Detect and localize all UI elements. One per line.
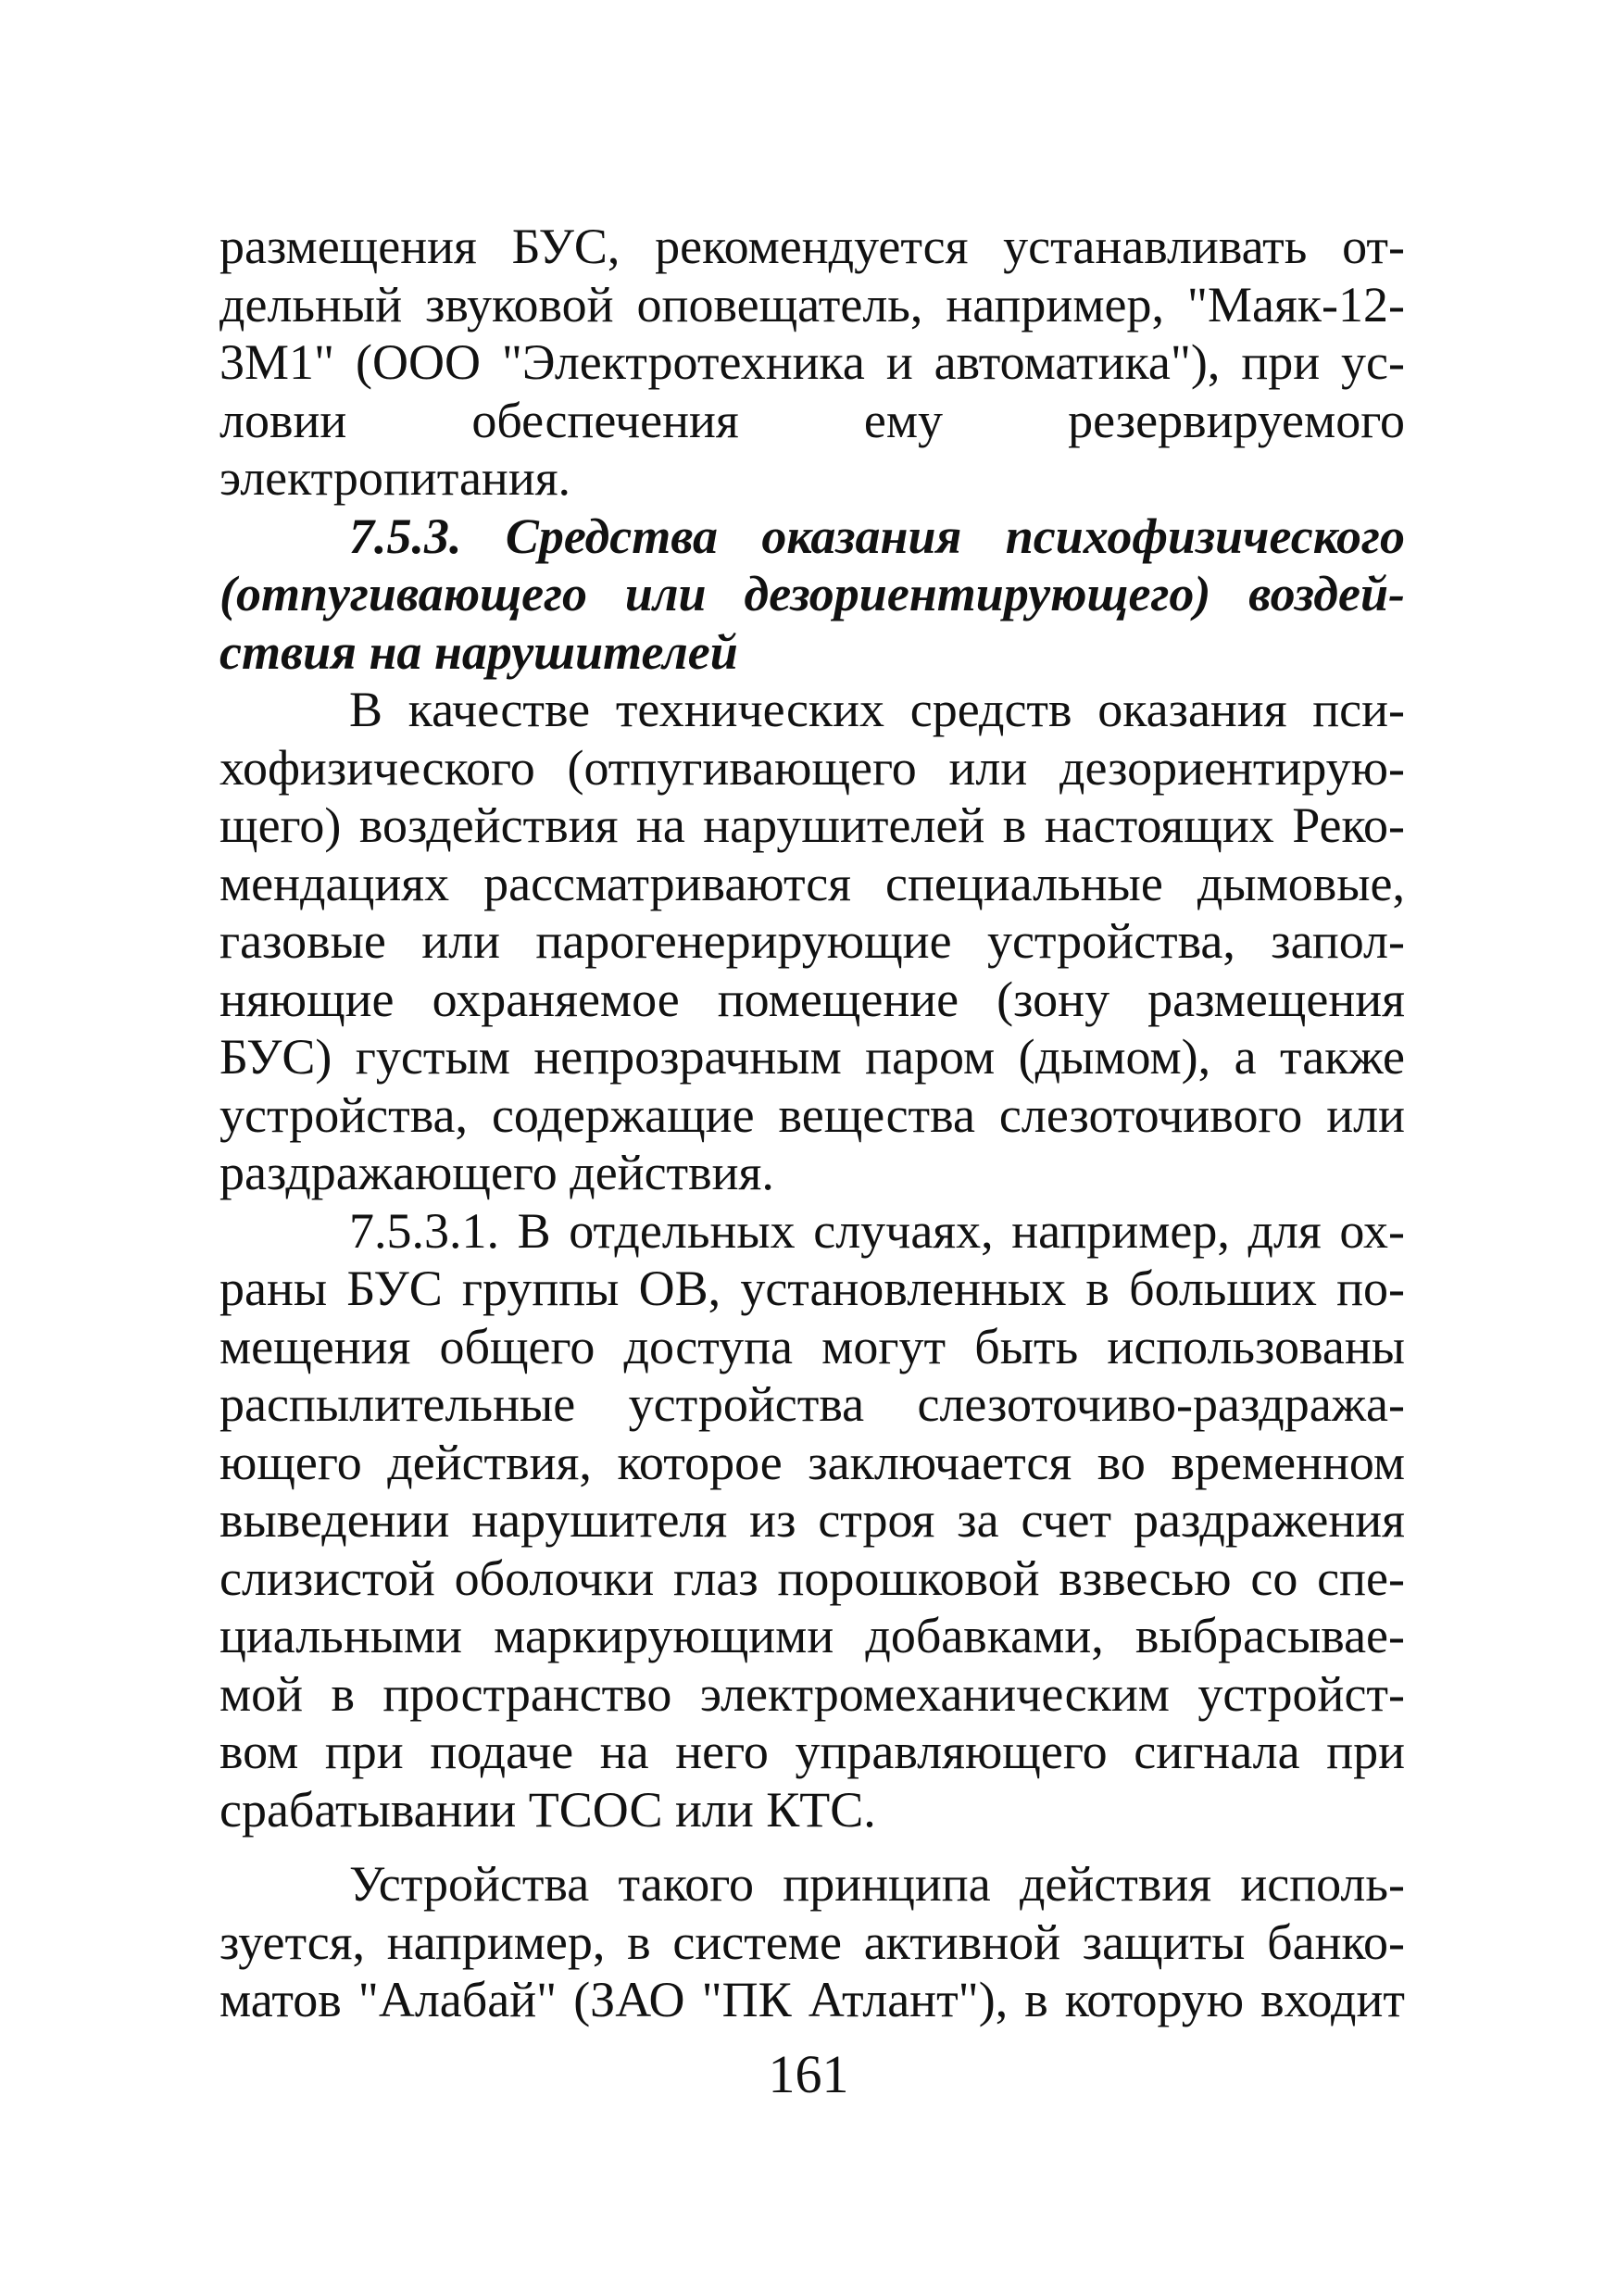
text-line: мещения общего доступа могут быть использованы [219,1318,1405,1374]
text-line: устройства, содержащие вещества слезоточивого или [219,1086,1405,1143]
text-line: распылительные устройства слезоточиво-раздража- [219,1376,1405,1432]
text-line: В качестве технических средств оказания пси- [349,682,1405,737]
text-line: выведении нарушителя из строя за счет раздражения [219,1492,1405,1548]
text-line: слизистой оболочки глаз порошковой взвесью со спе- [219,1549,1405,1606]
text-line: БУС) густым непрозрачным паром (дымом), а также [219,1029,1405,1085]
text-line: раздражающего действия. [219,1145,774,1200]
text-line: циальными маркирующими добавками, выбрасывае- [219,1608,1405,1663]
text-line: ловии обеспечения ему резервируемого электропитания. [219,392,1405,506]
text-line: ющего действия, которое заключается во временном [219,1434,1405,1490]
text-line: матов "Алабай" (ЗАО "ПК Атлант"), в которую входит [219,1972,1405,2027]
heading-line: (отпугивающего или дезориентирующего) воздей- [219,566,1405,621]
text-line: зуется, например, в системе активной защиты банко- [219,1913,1405,1970]
text-line: Устройства такого принципа действия исполь- [349,1856,1405,1912]
text-line: срабатывании ТСОС или КТС. [219,1781,876,1838]
page-number: 161 [768,2044,849,2104]
paragraph-7-5-3-1 [219,1202,1405,1839]
section-heading [219,508,1405,682]
heading-line: ствия на нарушителей [219,623,738,680]
text-line: 7.5.3.1. В отдельных случаях, например, для ох- [349,1202,1405,1259]
text-line: 3М1" (ООО "Электротехника и автоматика"), при ус- [219,334,1405,390]
text-line: мой в пространство электромеханическим устройст- [219,1665,1405,1722]
text-line: раны БУС группы ОВ, установленных в больших по- [219,1261,1405,1316]
text-line: мендациях рассматриваются специальные дымовые, [219,855,1405,911]
text-line: хофизического (отпугивающего или дезориентирую- [219,739,1405,796]
heading-line: 7.5.3. Средства оказания психофизического [349,508,1405,564]
paragraph-gap [219,1838,1405,1855]
text-line: размещения БУС, рекомендуется устанавливать от- [219,219,1405,274]
paragraph-continuation [219,218,1405,508]
text-line: щего) воздействия на нарушителей в настоящих Реко- [219,797,1405,853]
paragraph-intro [219,681,1405,1202]
page-body [219,218,1405,2029]
paragraph-alabai [219,1855,1405,2029]
text-line: газовые или парогенерирующие устройства, запол- [219,913,1405,969]
text-line: дельный звуковой оповещатель, например, "Маяк-12- [219,276,1405,332]
text-line: вом при подаче на него управляющего сигнала при [219,1724,1405,1779]
text-line: няющие охраняемое помещение (зону размещения [219,971,1405,1027]
